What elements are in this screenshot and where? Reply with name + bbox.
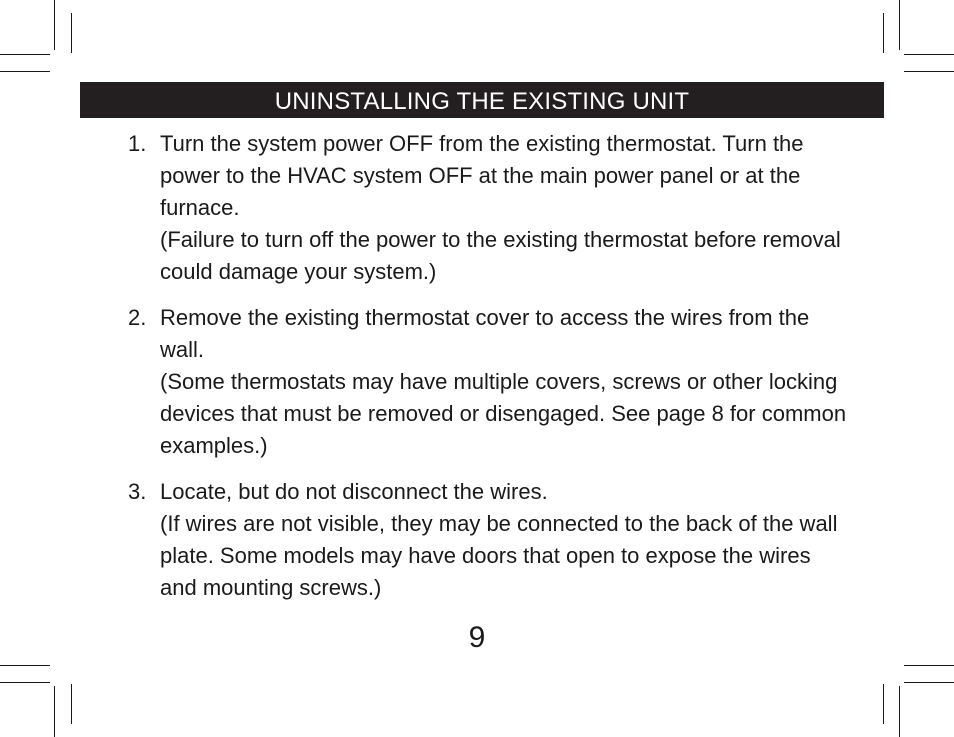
list-item bbox=[128, 128, 848, 288]
page-number: 9 bbox=[468, 621, 486, 654]
crop-mark bbox=[0, 71, 50, 72]
crop-mark bbox=[904, 682, 954, 683]
section-title: UNINSTALLING THE EXISTING UNIT bbox=[274, 88, 690, 115]
crop-mark bbox=[0, 54, 50, 55]
crop-mark bbox=[883, 13, 884, 53]
crop-mark bbox=[71, 13, 72, 53]
crop-mark bbox=[904, 71, 954, 72]
step-number: 2. bbox=[128, 305, 147, 330]
list-item bbox=[128, 476, 848, 604]
crop-mark bbox=[54, 0, 55, 50]
step-note: (Some thermostats may have multiple covers, screws or other locking devices that must be removed or disengaged. See page 8 for common examples.) bbox=[160, 369, 847, 458]
step-text: Locate, but do not disconnect the wires. bbox=[160, 479, 548, 504]
crop-mark bbox=[883, 684, 884, 724]
section-header bbox=[80, 82, 884, 118]
step-note: (Failure to turn off the power to the existing thermostat before removal could damage your system.) bbox=[160, 227, 841, 284]
instruction-list bbox=[128, 128, 848, 604]
crop-mark bbox=[0, 665, 50, 666]
crop-mark bbox=[0, 682, 50, 683]
crop-mark bbox=[54, 686, 55, 737]
step-text: Turn the system power OFF from the existing thermostat. Turn the power to the HVAC system OFF at the main power panel or at the furnace. bbox=[160, 131, 804, 220]
crop-mark bbox=[904, 54, 954, 55]
crop-mark bbox=[899, 686, 900, 737]
crop-mark bbox=[904, 665, 954, 666]
crop-mark bbox=[899, 0, 900, 50]
step-note: (If wires are not visible, they may be connected to the back of the wall plate. Some models may have doors that open to expose the wires and mounting screws.) bbox=[160, 511, 838, 600]
step-number: 1. bbox=[128, 131, 147, 156]
crop-mark bbox=[71, 684, 72, 724]
list-item bbox=[128, 302, 848, 462]
step-text: Remove the existing thermostat cover to access the wires from the wall. bbox=[160, 305, 810, 362]
step-number: 3. bbox=[128, 479, 147, 504]
